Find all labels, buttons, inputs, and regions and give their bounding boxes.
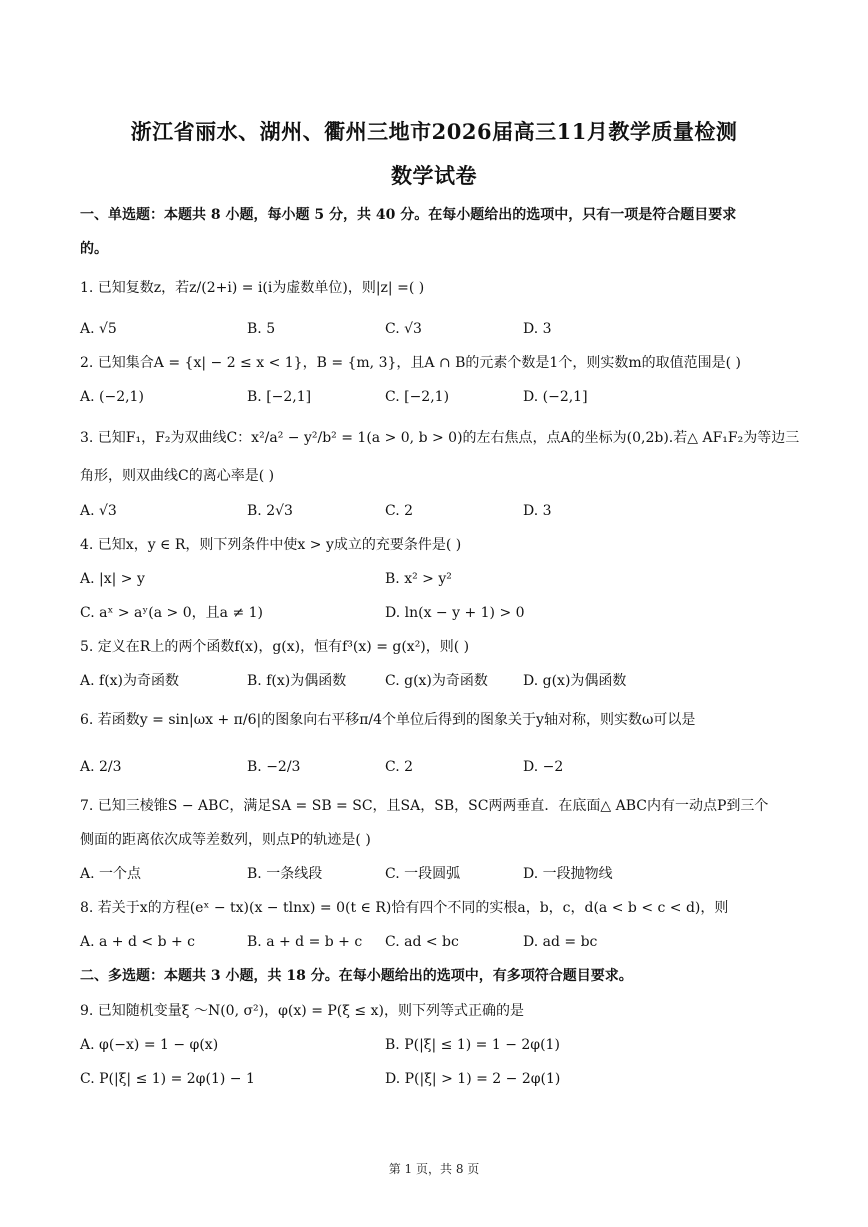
q5-option-a: A. f(x)为奇函数 <box>80 673 180 689</box>
q3-option-b: B. 2√3 <box>247 503 293 519</box>
section1-heading-cont: 的。 <box>80 241 108 257</box>
q6-option-c: C. 2 <box>385 759 414 775</box>
q9-option-a: A. φ(−x) = 1 − φ(x) <box>80 1037 219 1053</box>
question-3: 3. 已知F₁，F₂为双曲线C：x²/a² − y²/b² = 1(a > 0, b > 0)的左右焦点，点A的坐标为(0,2b).若△ AF₁F₂为等边三 <box>80 430 800 446</box>
q5-option-b: B. f(x)为偶函数 <box>247 673 347 689</box>
question-9: 9. 已知随机变量ξ ～N(0, σ²)，φ(x) = P(ξ ≤ x)，则下列等式正确的是 <box>80 1003 524 1019</box>
q7-option-a: A. 一个点 <box>80 866 142 882</box>
question-1: 1. 已知复数z，若z/(2+i) = i(i为虚数单位)，则|z| =( ) <box>80 280 425 296</box>
q8-option-c: C. ad < bc <box>385 934 459 950</box>
question-6: 6. 若函数y = sin|ωx + π/6|的图象向右平移π/4个单位后得到的图象关于y轴对称，则实数ω可以是 <box>80 712 696 728</box>
exam-title: 浙江省丽水、湖州、衢州三地市2026届高三11月教学质量检测 <box>130 119 738 144</box>
q7-option-d: D. 一段抛物线 <box>523 866 613 882</box>
q8-option-d: D. ad = bc <box>523 934 598 950</box>
q2-option-b: B. [−2,1] <box>247 389 312 405</box>
q4-option-d: D. ln(x − y + 1) > 0 <box>385 605 525 621</box>
page-footer: 第 1 页，共 8 页 <box>388 1162 480 1176</box>
q1-option-d: D. 3 <box>523 321 552 337</box>
q2-option-c: C. [−2,1) <box>385 389 450 405</box>
q3-option-d: D. 3 <box>523 503 552 519</box>
q7-option-c: C. 一段圆弧 <box>385 866 461 882</box>
question-5: 5. 定义在R上的两个函数f(x)，g(x)，恒有f³(x) = g(x²)，则( ) <box>80 639 470 655</box>
q4-option-b: B. x² > y² <box>385 571 452 587</box>
q3-option-a: A. √3 <box>80 503 117 519</box>
q1-option-a: A. √5 <box>80 321 117 337</box>
question-7: 7. 已知三棱锥S − ABC，满足SA = SB = SC，且SA，SB，SC两两垂直．在底面△ ABC内有一动点P到三个 <box>80 798 769 814</box>
question-8: 8. 若关于x的方程(eˣ − tx)(x − tlnx) = 0(t ∈ R)恰有四个不同的实根a，b，c，d(a < b < c < d)，则 <box>80 900 729 916</box>
q1-option-b: B. 5 <box>247 321 276 337</box>
question-4: 4. 已知x，y ∈ R，则下列条件中使x > y成立的充要条件是( ) <box>80 537 462 553</box>
q8-option-a: A. a + d < b + c <box>80 934 196 950</box>
question-2: 2. 已知集合A = {x| − 2 ≤ x < 1}，B = {m, 3}，且A ∩ B的元素个数是1个，则实数m的取值范围是( ) <box>80 355 741 371</box>
q3-option-c: C. 2 <box>385 503 414 519</box>
exam-subtitle: 数学试卷 <box>391 163 477 188</box>
q8-option-b: B. a + d = b + c <box>247 934 363 950</box>
q9-option-d: D. P(|ξ| > 1) = 2 − 2φ(1) <box>385 1071 561 1087</box>
q5-option-c: C. g(x)为奇函数 <box>385 673 488 689</box>
q6-option-d: D. −2 <box>523 759 564 775</box>
q5-option-d: D. g(x)为偶函数 <box>523 673 627 689</box>
q4-option-c: C. aˣ > aʸ(a > 0，且a ≠ 1) <box>80 605 263 621</box>
q9-option-b: B. P(|ξ| ≤ 1) = 1 − 2φ(1) <box>385 1037 560 1053</box>
question-3-cont: 角形，则双曲线C的离心率是( ) <box>80 468 275 484</box>
section1-heading: 一、单选题：本题共 8 小题，每小题 5 分，共 40 分。在每小题给出的选项中，只有一项是符合题目要求 <box>80 207 737 223</box>
q1-option-c: C. √3 <box>385 321 422 337</box>
q4-option-a: A. |x| > y <box>80 571 145 587</box>
section2-heading: 二、多选题：本题共 3 小题，共 18 分。在每小题给出的选项中，有多项符合题目要求。 <box>80 968 633 984</box>
q6-option-a: A. 2/3 <box>80 759 122 775</box>
q9-option-c: C. P(|ξ| ≤ 1) = 2φ(1) − 1 <box>80 1071 255 1087</box>
question-7-cont: 侧面的距离依次成等差数列，则点P的轨迹是( ) <box>80 832 371 848</box>
q7-option-b: B. 一条线段 <box>247 866 323 882</box>
q6-option-b: B. −2/3 <box>247 759 301 775</box>
q2-option-a: A. (−2,1) <box>80 389 144 405</box>
q2-option-d: D. (−2,1] <box>523 389 588 405</box>
